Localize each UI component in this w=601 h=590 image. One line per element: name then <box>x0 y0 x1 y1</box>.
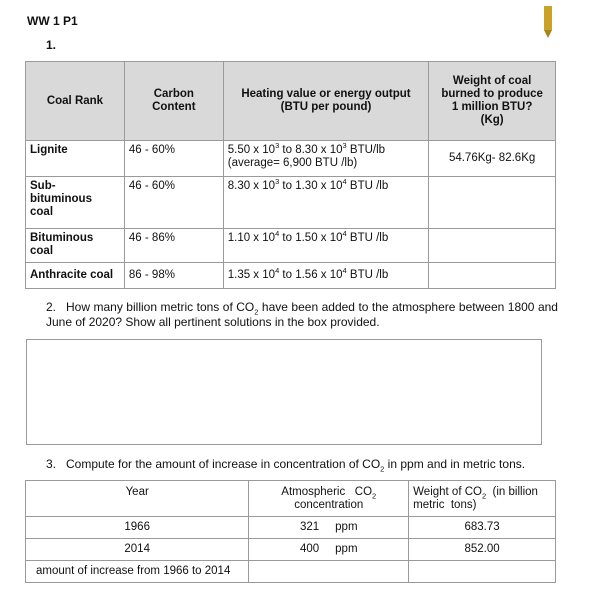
header-weight-coal: Weight of coal burned to produce 1 million BTU? (Kg) <box>429 62 556 141</box>
weight-cell: 683.73 <box>409 517 556 539</box>
page-title: WW 1 P1 <box>27 14 78 28</box>
carbon-cell: 86 - 98% <box>124 263 223 289</box>
pencil-icon <box>543 6 553 38</box>
carbon-cell: 46 - 60% <box>124 177 223 229</box>
coal-table <box>25 61 556 289</box>
table-row <box>26 263 556 289</box>
header-year: Year <box>26 481 249 517</box>
table-row <box>26 561 556 583</box>
question-2-number: 2. <box>46 300 57 314</box>
year-cell: 2014 <box>26 539 249 561</box>
heat-cell: 1.35 x $10^4$ to 1.56 x $10^4$ BTU /lb <box>223 263 428 289</box>
co2-table-header <box>26 481 556 517</box>
table-row <box>26 229 556 263</box>
table-row <box>26 517 556 539</box>
heat-cell: 5.50 x $10^3$ to 8.30 x $10^3$ BTU/lb (average= 6,900 BTU /lb) <box>223 141 428 177</box>
co2-table <box>25 480 556 583</box>
coal-rank-cell: Anthracite coal <box>26 263 125 289</box>
ppm-unit: ppm <box>335 543 358 555</box>
weight-cell: 54.76Kg- 82.6Kg <box>429 141 556 177</box>
increase-ppm-cell[interactable] <box>249 561 409 583</box>
increase-label: amount of increase from 1966 to 2014 <box>26 561 249 583</box>
header-co2-concentration: Atmospheric $CO_2$ concentration <box>249 481 409 517</box>
weight-cell: 852.00 <box>409 539 556 561</box>
header-heating-value: Heating value or energy output (BTU per pound) <box>223 62 428 141</box>
carbon-cell: 46 - 86% <box>124 229 223 263</box>
question-3: 3. Compute for the amount of increase in concentration of $CO_2$ in ppm and in metric tons. <box>46 457 526 474</box>
header-coal-rank: Coal Rank <box>26 62 125 141</box>
question-2: 2. How many billion metric tons of $CO_2$ have been added to the atmosphere between 1800 and June of 2020? Show all pertinent solutions in the box provided. <box>46 300 558 329</box>
coal-rank-cell: Sub- bituminous coal <box>26 177 125 229</box>
ppm-cell <box>249 517 409 539</box>
ppm-unit: ppm <box>335 521 358 533</box>
weight-cell[interactable] <box>429 229 556 263</box>
question-3-number: 3. <box>46 457 57 471</box>
weight-cell[interactable] <box>429 177 556 229</box>
ppm-value: 321 <box>299 521 320 533</box>
table-row <box>26 141 556 177</box>
table-row <box>26 177 556 229</box>
table-row <box>26 539 556 561</box>
answer-box[interactable] <box>26 339 542 445</box>
coal-rank-cell: Bituminous coal <box>26 229 125 263</box>
header-co2-weight: Weight of $CO_2$ (in billion metric tons) <box>409 481 556 517</box>
ppm-value: 400 <box>299 543 320 555</box>
year-cell: 1966 <box>26 517 249 539</box>
carbon-cell: 46 - 60% <box>124 141 223 177</box>
item-number: 1. <box>46 38 57 52</box>
coal-rank-cell: Lignite <box>26 141 125 177</box>
ppm-cell <box>249 539 409 561</box>
heat-cell: 8.30 x $10^3$ to 1.30 x $10^4$ BTU /lb <box>223 177 428 229</box>
coal-table-header <box>26 62 556 141</box>
increase-weight-cell[interactable] <box>409 561 556 583</box>
weight-cell[interactable] <box>429 263 556 289</box>
header-carbon-content: Carbon Content <box>124 62 223 141</box>
heat-cell: 1.10 x $10^4$ to 1.50 x $10^4$ BTU /lb <box>223 229 428 263</box>
